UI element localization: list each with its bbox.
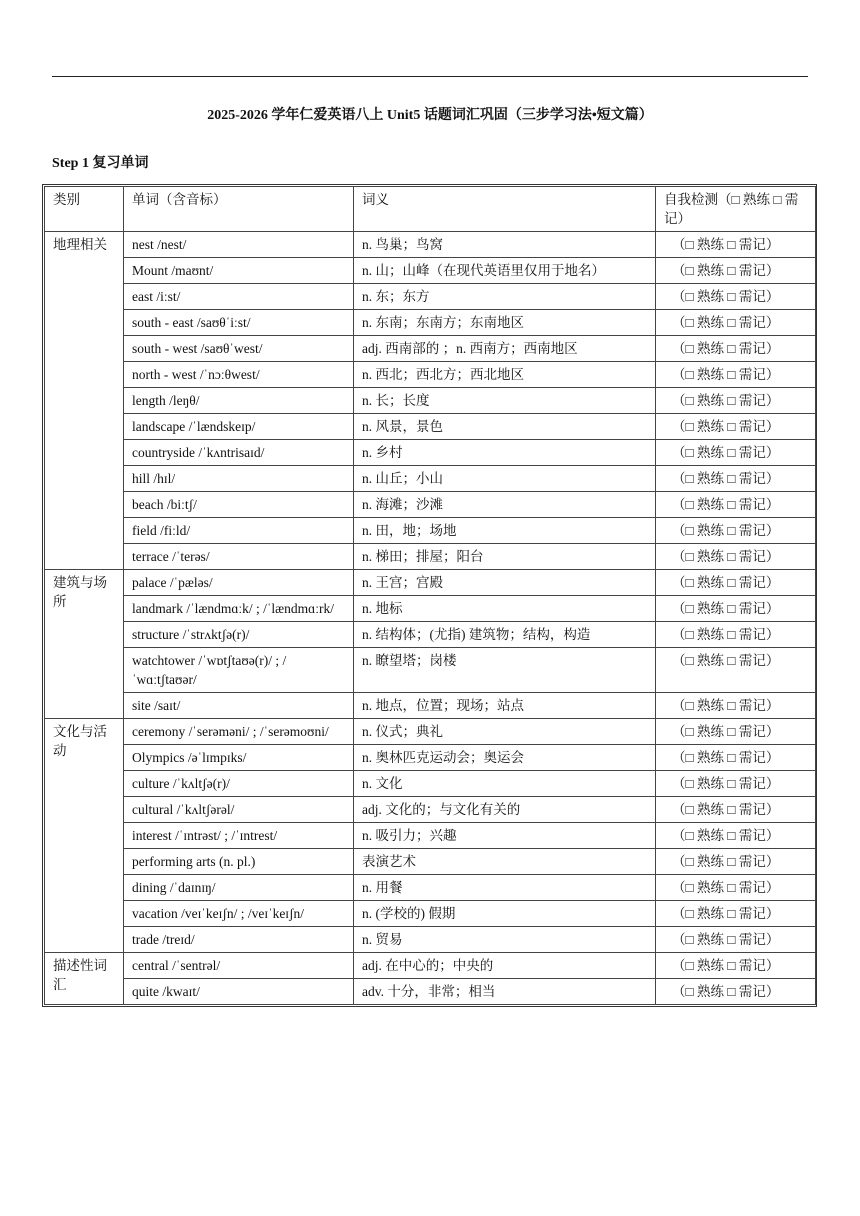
header-word: 单词（含音标） [124, 187, 354, 232]
table-row [45, 518, 816, 544]
table-row [45, 414, 816, 440]
word-cell: length /leŋθ/ [124, 388, 354, 414]
word-cell: Olympics /əˈlɪmpɪks/ [124, 745, 354, 771]
meaning-cell: n. 西北；西北方；西北地区 [354, 362, 656, 388]
self-check-cell: （□ 熟练 □ 需记） [656, 362, 816, 388]
meaning-cell: adv. 十分，非常；相当 [354, 979, 656, 1005]
word-cell: performing arts (n. pl.) [124, 849, 354, 875]
word-cell: hill /hɪl/ [124, 466, 354, 492]
meaning-cell: n. 长；长度 [354, 388, 656, 414]
category-cell: 地理相关 [45, 232, 124, 570]
table-row [45, 258, 816, 284]
table-row [45, 622, 816, 648]
word-cell: quite /kwaɪt/ [124, 979, 354, 1005]
word-cell: terrace /ˈterəs/ [124, 544, 354, 570]
self-check-cell: （□ 熟练 □ 需记） [656, 979, 816, 1005]
word-cell: nest /nest/ [124, 232, 354, 258]
word-cell: culture /ˈkʌltʃə(r)/ [124, 771, 354, 797]
meaning-cell: adj. 文化的；与文化有关的 [354, 797, 656, 823]
self-check-cell: （□ 熟练 □ 需记） [656, 797, 816, 823]
table-row [45, 388, 816, 414]
self-check-cell: （□ 熟练 □ 需记） [656, 232, 816, 258]
meaning-cell: n. 瞭望塔；岗楼 [354, 648, 656, 693]
meaning-cell: adj. 西南部的 ；n. 西南方；西南地区 [354, 336, 656, 362]
self-check-cell: （□ 熟练 □ 需记） [656, 927, 816, 953]
self-check-cell: （□ 熟练 □ 需记） [656, 693, 816, 719]
self-check-cell: （□ 熟练 □ 需记） [656, 849, 816, 875]
meaning-cell: n. 吸引力；兴趣 [354, 823, 656, 849]
self-check-cell: （□ 熟练 □ 需记） [656, 622, 816, 648]
table-row [45, 466, 816, 492]
meaning-cell: n. 王宫；宫殿 [354, 570, 656, 596]
table-row [45, 979, 816, 1005]
table-row [45, 849, 816, 875]
section-heading: Step 1 复习单词 [52, 156, 149, 171]
word-cell: countryside /ˈkʌntrisaɪd/ [124, 440, 354, 466]
vocabulary-table-body [45, 232, 816, 1005]
table-row [45, 284, 816, 310]
table-row [45, 823, 816, 849]
meaning-cell: n. 奥林匹克运动会；奥运会 [354, 745, 656, 771]
word-cell: vacation /veɪˈkeɪʃn/ ; /veɪˈkeɪʃn/ [124, 901, 354, 927]
table-row [45, 596, 816, 622]
self-check-cell: （□ 熟练 □ 需记） [656, 953, 816, 979]
self-check-cell: （□ 熟练 □ 需记） [656, 310, 816, 336]
self-check-cell: （□ 熟练 □ 需记） [656, 596, 816, 622]
word-cell: dining /ˈdaɪnɪŋ/ [124, 875, 354, 901]
table-row [45, 953, 816, 979]
meaning-cell: n. 文化 [354, 771, 656, 797]
table-row [45, 797, 816, 823]
self-check-cell: （□ 熟练 □ 需记） [656, 745, 816, 771]
header-category: 类别 [45, 187, 124, 232]
meaning-cell: n. 结构体；(尤指) 建筑物；结构，构造 [354, 622, 656, 648]
word-cell: cultural /ˈkʌltʃərəl/ [124, 797, 354, 823]
table-row [45, 745, 816, 771]
word-cell: interest /ˈɪntrəst/ ; /ˈɪntrest/ [124, 823, 354, 849]
self-check-cell: （□ 熟练 □ 需记） [656, 875, 816, 901]
header-rule [52, 76, 808, 77]
meaning-cell: n. 用餐 [354, 875, 656, 901]
meaning-cell: 表演艺术 [354, 849, 656, 875]
word-cell: Mount /maʊnt/ [124, 258, 354, 284]
self-check-cell: （□ 熟练 □ 需记） [656, 823, 816, 849]
category-cell: 建筑与场所 [45, 570, 124, 719]
word-cell: site /saɪt/ [124, 693, 354, 719]
table-row [45, 362, 816, 388]
self-check-cell: （□ 熟练 □ 需记） [656, 570, 816, 596]
meaning-cell: n. 梯田；排屋；阳台 [354, 544, 656, 570]
meaning-cell: n. 地标 [354, 596, 656, 622]
table-row [45, 719, 816, 745]
meaning-cell: n. 东；东方 [354, 284, 656, 310]
word-cell: ceremony /ˈserəməni/ ; /ˈserəmoʊni/ [124, 719, 354, 745]
meaning-cell: n. 乡村 [354, 440, 656, 466]
word-cell: south - east /saʊθˈiːst/ [124, 310, 354, 336]
word-cell: watchtower /ˈwɒtʃtaʊə(r)/ ; /ˈwɑːtʃtaʊər/ [124, 648, 354, 693]
table-row [45, 336, 816, 362]
word-cell: palace /ˈpæləs/ [124, 570, 354, 596]
self-check-cell: （□ 熟练 □ 需记） [656, 648, 816, 693]
table-row [45, 693, 816, 719]
category-cell: 文化与活动 [45, 719, 124, 953]
meaning-cell: n. 海滩；沙滩 [354, 492, 656, 518]
word-cell: trade /treɪd/ [124, 927, 354, 953]
meaning-cell: n. 贸易 [354, 927, 656, 953]
word-cell: landmark /ˈlændmɑːk/ ; /ˈlændmɑːrk/ [124, 596, 354, 622]
table-row [45, 232, 816, 258]
meaning-cell: n. 山；山峰（在现代英语里仅用于地名） [354, 258, 656, 284]
table-header-row [45, 187, 816, 232]
word-cell: south - west /saʊθˈwest/ [124, 336, 354, 362]
header-self-check: 自我检测（□ 熟练 □ 需记） [656, 187, 816, 232]
table-row [45, 544, 816, 570]
table-row [45, 440, 816, 466]
table-row [45, 927, 816, 953]
table-row [45, 901, 816, 927]
word-cell: north - west /ˈnɔːθwest/ [124, 362, 354, 388]
meaning-cell: n. 仪式；典礼 [354, 719, 656, 745]
table-row [45, 570, 816, 596]
self-check-cell: （□ 熟练 □ 需记） [656, 771, 816, 797]
self-check-cell: （□ 熟练 □ 需记） [656, 440, 816, 466]
self-check-cell: （□ 熟练 □ 需记） [656, 414, 816, 440]
self-check-cell: （□ 熟练 □ 需记） [656, 544, 816, 570]
meaning-cell: n. 山丘；小山 [354, 466, 656, 492]
word-cell: landscape /ˈlændskeɪp/ [124, 414, 354, 440]
meaning-cell: n. 东南；东南方；东南地区 [354, 310, 656, 336]
vocabulary-table-frame [42, 184, 817, 1007]
table-row [45, 492, 816, 518]
table-row [45, 771, 816, 797]
table-row [45, 310, 816, 336]
word-cell: structure /ˈstrʌktʃə(r)/ [124, 622, 354, 648]
self-check-cell: （□ 熟练 □ 需记） [656, 719, 816, 745]
category-cell: 描述性词汇 [45, 953, 124, 1005]
meaning-cell: n. 田，地；场地 [354, 518, 656, 544]
meaning-cell: n. (学校的) 假期 [354, 901, 656, 927]
table-row [45, 648, 816, 693]
word-cell: field /fiːld/ [124, 518, 354, 544]
word-cell: central /ˈsentrəl/ [124, 953, 354, 979]
word-cell: beach /biːtʃ/ [124, 492, 354, 518]
word-cell: east /iːst/ [124, 284, 354, 310]
self-check-cell: （□ 熟练 □ 需记） [656, 258, 816, 284]
meaning-cell: adj. 在中心的；中央的 [354, 953, 656, 979]
self-check-cell: （□ 熟练 □ 需记） [656, 388, 816, 414]
header-meaning: 词义 [354, 187, 656, 232]
meaning-cell: n. 鸟巢；鸟窝 [354, 232, 656, 258]
table-row [45, 875, 816, 901]
document-title: 2025-2026 学年仁爱英语八上 Unit5 话题词汇巩固（三步学习法•短文篇） [207, 108, 653, 123]
self-check-cell: （□ 熟练 □ 需记） [656, 901, 816, 927]
meaning-cell: n. 地点，位置；现场；站点 [354, 693, 656, 719]
vocabulary-table [44, 186, 816, 1005]
self-check-cell: （□ 熟练 □ 需记） [656, 518, 816, 544]
self-check-cell: （□ 熟练 □ 需记） [656, 336, 816, 362]
self-check-cell: （□ 熟练 □ 需记） [656, 284, 816, 310]
meaning-cell: n. 风景，景色 [354, 414, 656, 440]
self-check-cell: （□ 熟练 □ 需记） [656, 492, 816, 518]
self-check-cell: （□ 熟练 □ 需记） [656, 466, 816, 492]
